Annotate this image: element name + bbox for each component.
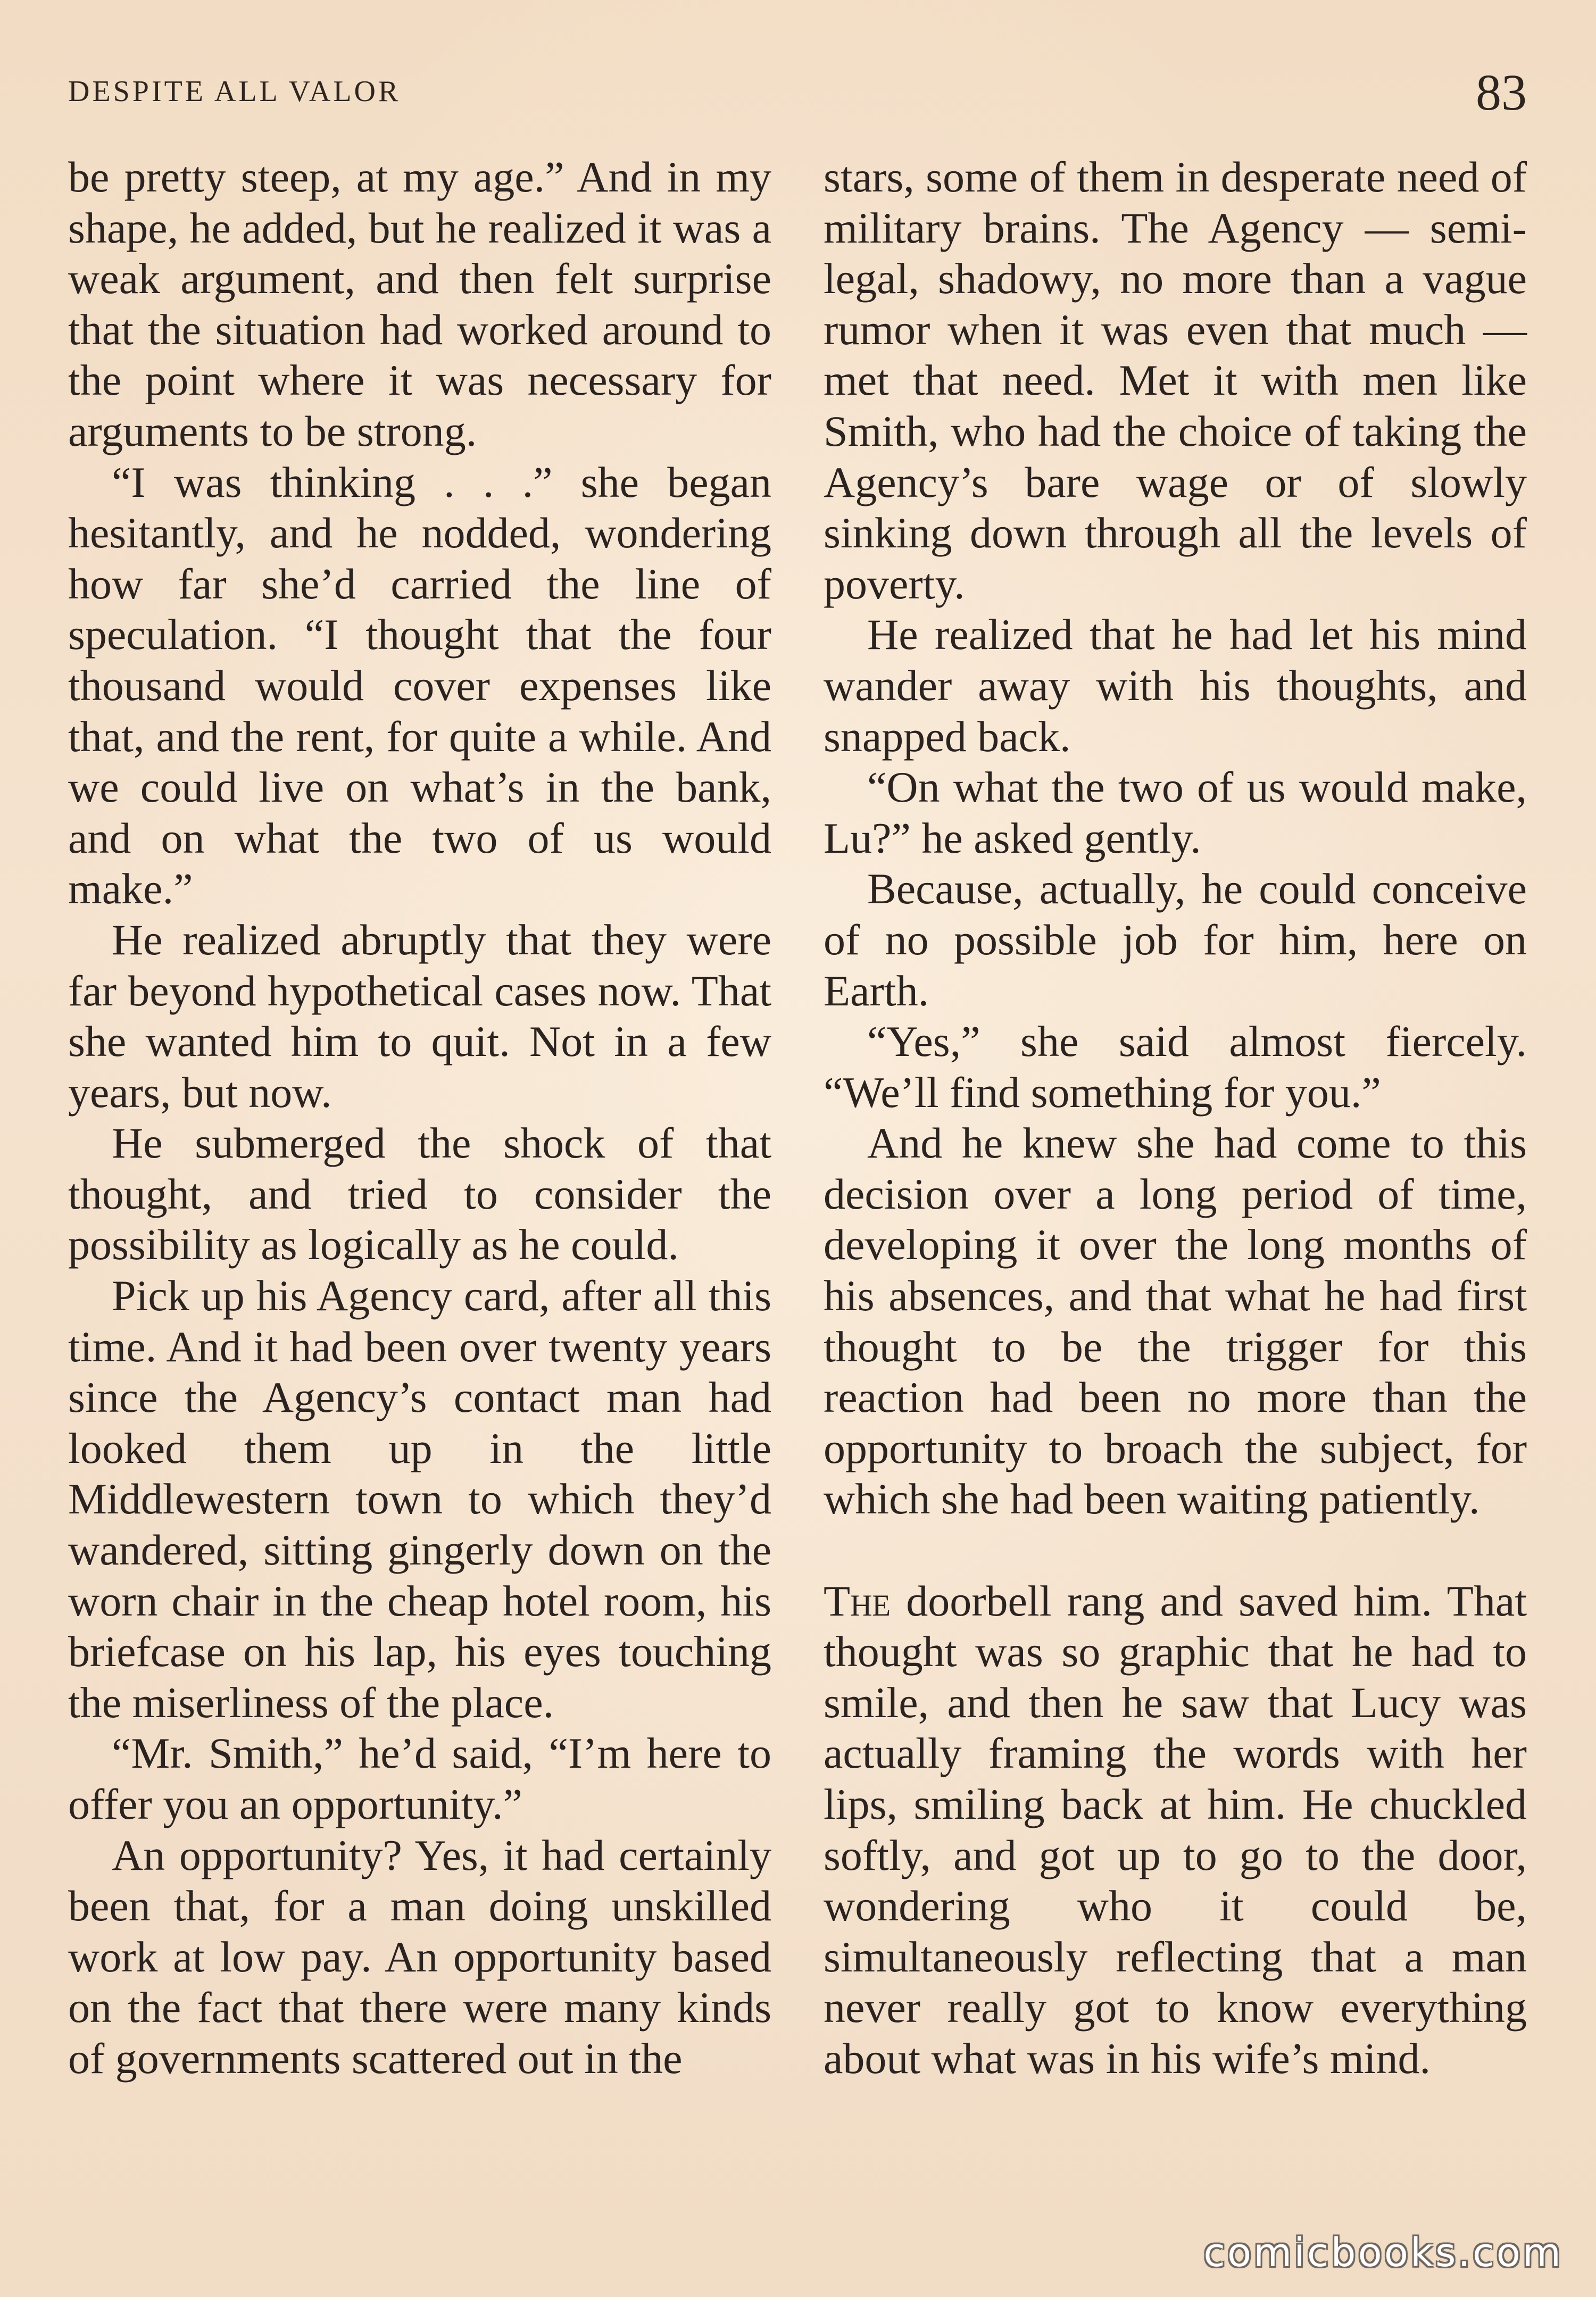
paragraph: “I was thinking . . .” she began hesitantly, and he nodded, wondering how far she’d carried the line of speculation. “I thought that the four thousand would cover expenses like that, and the rent, for quite a while. And we could live on what’s in the bank, and on what the two of us would make.” (68, 457, 771, 913)
left-column (68, 152, 771, 2084)
section-lead-word: The (824, 1576, 891, 1625)
paragraph: “On what the two of us would make, Lu?” he asked gently. (824, 763, 1527, 862)
paragraph: “Yes,” she said almost fiercely. “We’ll find something for you.” (824, 1017, 1527, 1117)
paragraph: He realized abruptly that they were far beyond hypothetical cases now. That she wanted him to quit. Not in a few years, but now. (68, 915, 771, 1117)
page-number: 83 (1476, 64, 1527, 121)
paragraph: Pick up his Agency card, after all this time. And it had been over twenty years since the Agency’s contact man had looked them up in the little Middlewestern town to which they’d wandered, sitting gingerly down on the worn chair in the cheap hotel room, his briefcase on his lap, his eyes touching the miserliness of the place. (68, 1271, 771, 1727)
paragraph: stars, some of them in desperate need of military brains. The Agency — semi-legal, shadowy, no more than a vague rumor when it was even that much — met that need. Met it with men like Smith, who had the choice of taking the Agency’s bare wage or of slowly sinking down through all the levels of poverty. (824, 153, 1527, 608)
paragraph: He realized that he had let his mind wander away with his thoughts, and snapped back. (824, 610, 1527, 761)
right-column (824, 152, 1527, 2084)
paragraph: He submerged the shock of that thought, and tried to consider the possibility as logically as he could. (68, 1119, 771, 1269)
paragraph: An opportunity? Yes, it had certainly been that, for a man doing unskilled work at low pay. An opportunity based on the fact that there were many kinds of governments scattered out in the (68, 1830, 771, 2083)
watermark: comicbooks.com (1203, 2230, 1563, 2276)
paragraph: And he knew she had come to this decision over a long period of time, developing it over the long months of his absences, and that what he had first thought to be the trigger for this reaction had been no more than the opportunity to broach the subject, for which she had been waiting patiently. (824, 1119, 1527, 1524)
paragraph: Because, actually, he could conceive of no possible job for him, here on Earth. (824, 864, 1527, 1015)
section-break-text: doorbell rang and saved him. That thought was so graphic that he had to smile, and then he saw that Lucy was actually framing the words with her lips, smiling back at him. He chuckled softly, and got up to go to the door, wondering who it could be, simultaneously reflecting that a man never really got to know everything about what was in his wife’s mind. (824, 1576, 1527, 2083)
paragraph: be pretty steep, at my age.” And in my shape, he added, but he realized it was a weak argument, and then felt surprise that the situation had worked around to the point where it was necessary for arguments to be strong. (68, 153, 771, 455)
paragraph: “Mr. Smith,” he’d said, “I’m here to offer you an opportunity.” (68, 1729, 771, 1828)
section-break-paragraph (824, 1576, 1527, 2084)
running-title: DESPITE ALL VALOR (68, 75, 401, 108)
